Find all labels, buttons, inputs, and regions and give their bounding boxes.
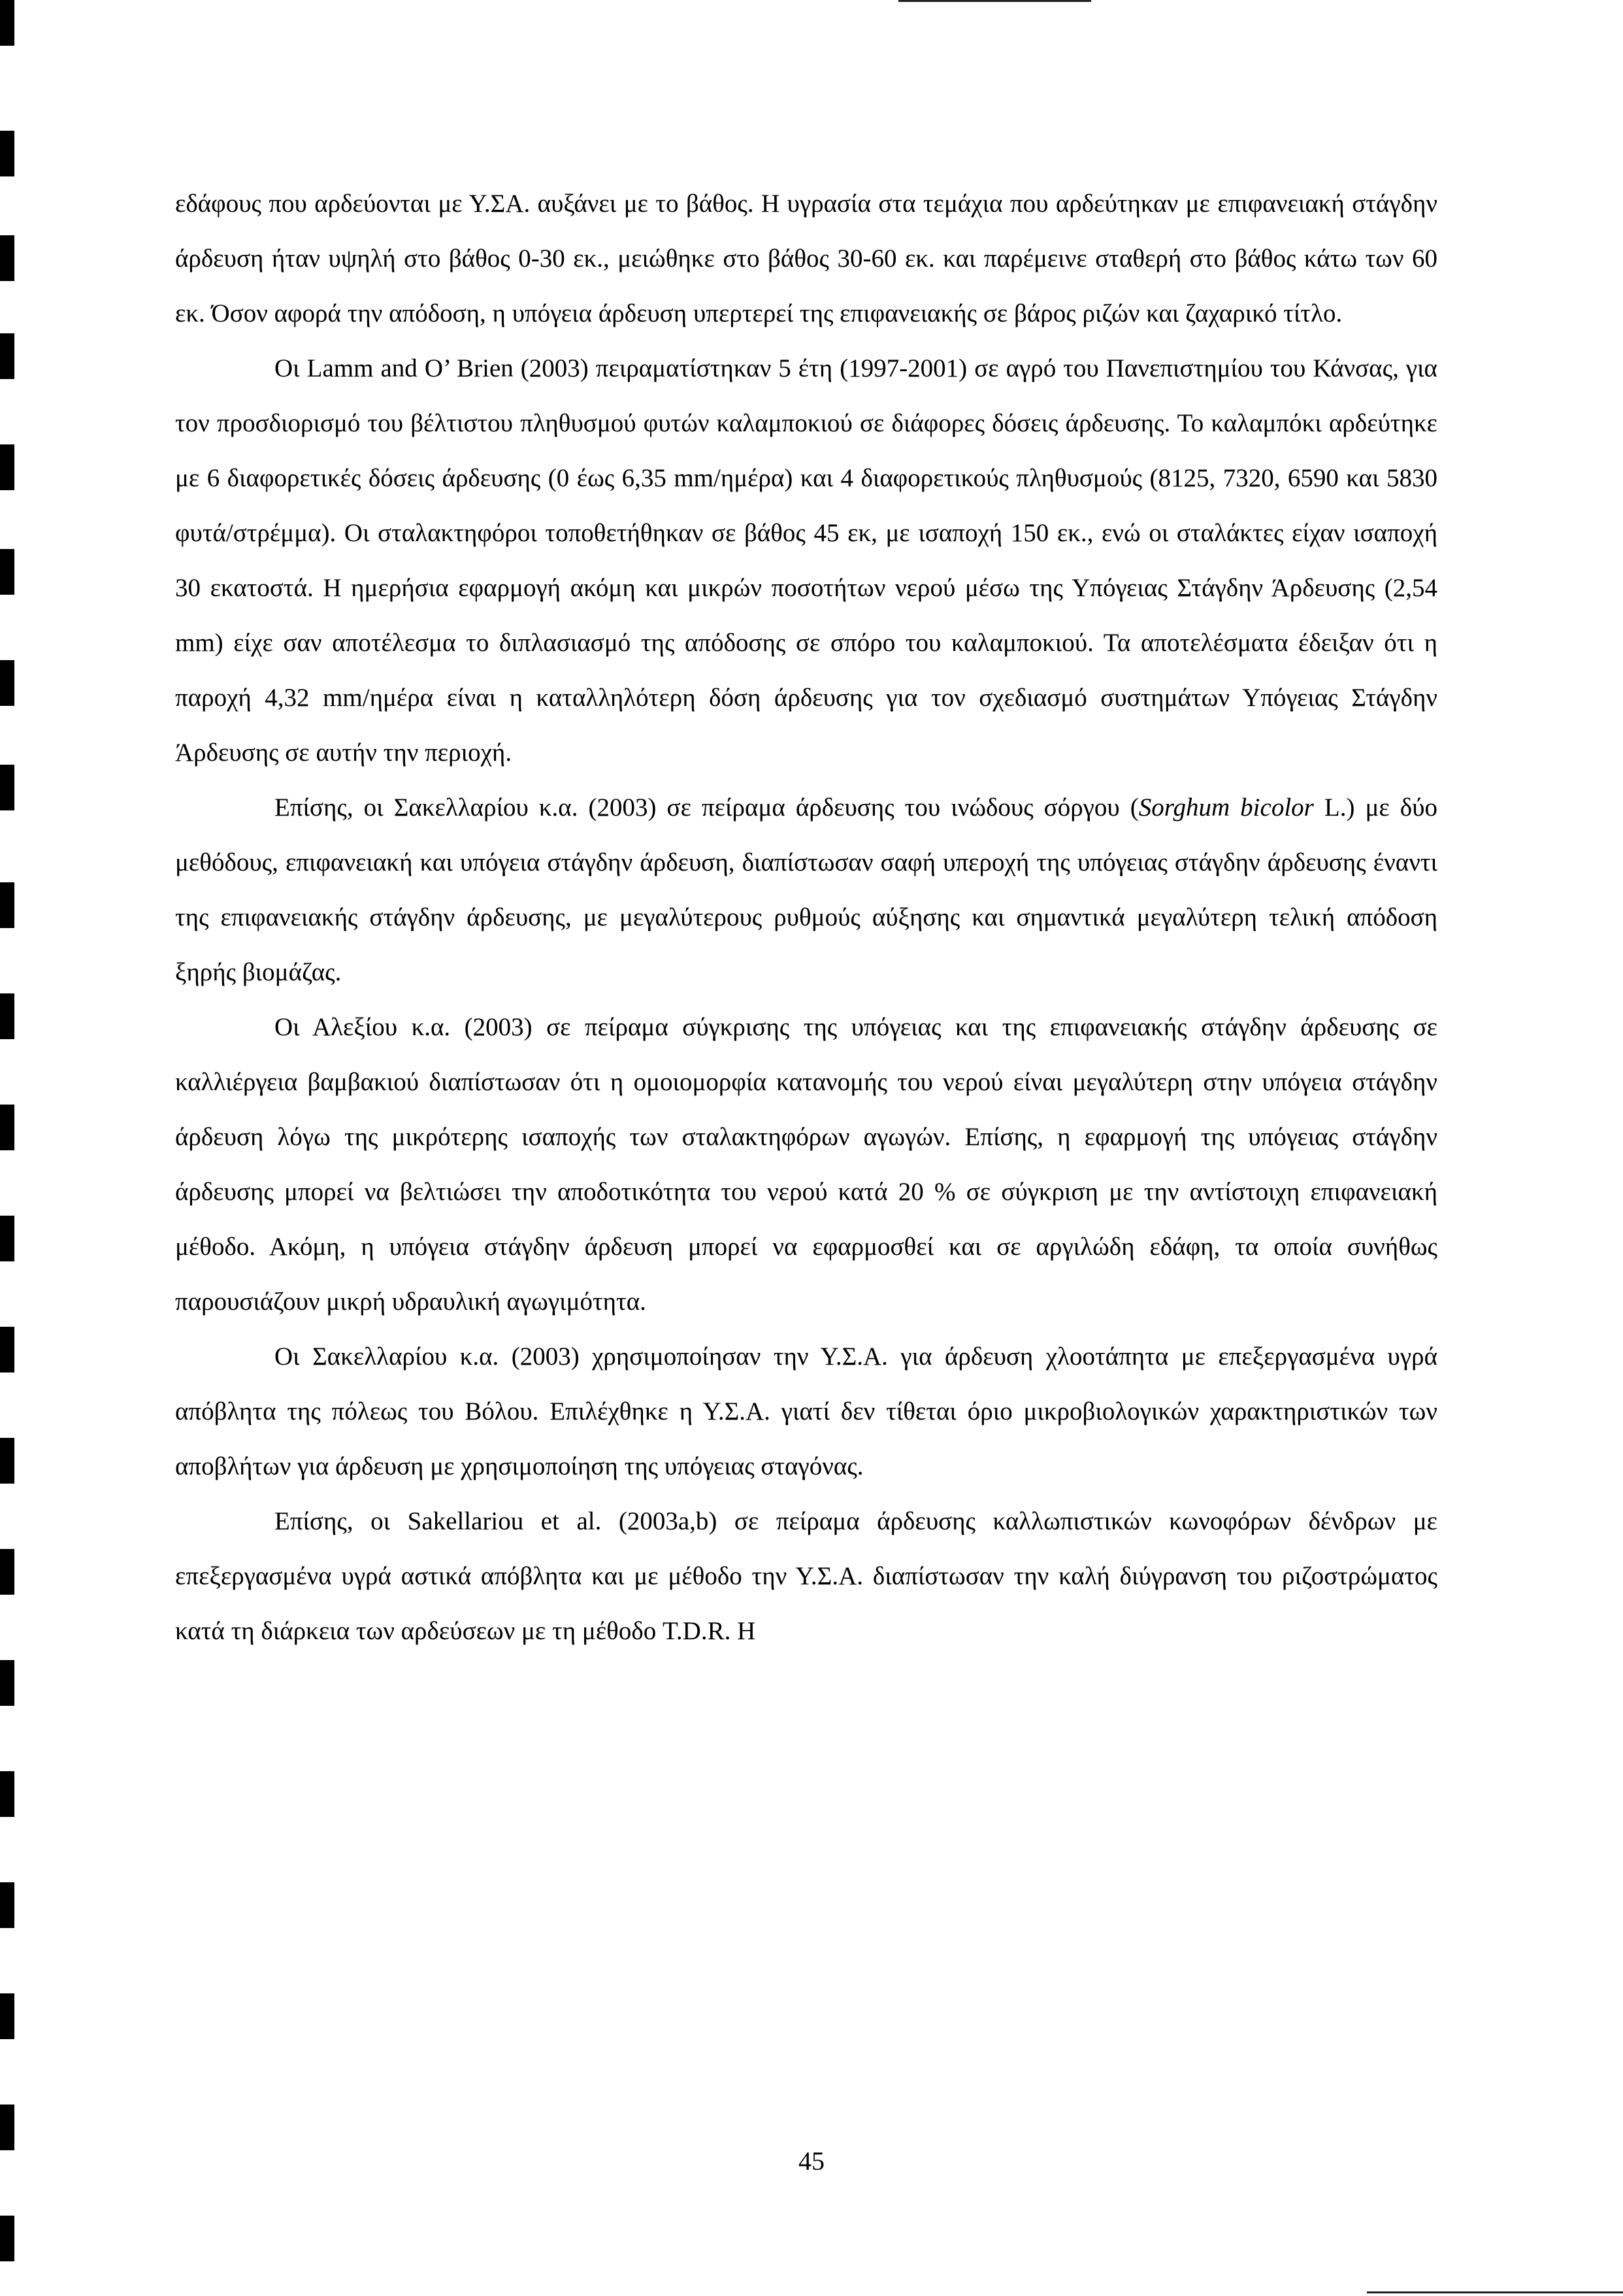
binding-mark: [0, 131, 14, 176]
binding-mark: [0, 660, 14, 706]
binding-mark: [0, 235, 14, 281]
binding-mark: [0, 444, 14, 490]
bottom-scan-line: [1367, 2291, 1623, 2293]
binding-mark: [0, 1438, 14, 1484]
scan-binding-edge: [0, 0, 26, 2296]
paragraph-6: Επίσης, οι Sakellariou et al. (2003a,b) σε πείραμα άρδευσης καλλωπιστικών κωνοφόρων δένδρων με επεξεργασμένα υγρά αστικά απόβλητα και με μέθοδο την Υ.Σ.Α. διαπίστωσαν την καλή διύγρανση του ριζοστρώματος κατά τη διάρκεια των αρδεύσεων με τη μέθοδο T.D.R. Η: [175, 1507, 1437, 1645]
paragraph-3-text-before: Επίσης, οι Σακελλαρίου κ.α. (2003) σε πείραμα άρδευσης του ινώδους σόργου (: [274, 793, 1139, 822]
binding-mark: [0, 1327, 14, 1373]
binding-mark: [0, 1549, 14, 1595]
paragraph-3-text-after: L.) με δύο μεθόδους, επιφανειακή και υπόγεια στάγδην άρδευση, διαπίστωσαν σαφή υπεροχή της υπόγειας στάγδην άρδευσης έναντι της επιφανειακής στάγδην άρδευσης, με μεγαλύτερους ρυθμούς αύξησης και σημαντικά μεγαλύτερη τελική απόδοση ξηρής βιομάζας.: [175, 793, 1437, 986]
binding-mark: [0, 993, 14, 1039]
binding-mark: [0, 1105, 14, 1150]
paragraph-2: Οι Lamm and O’ Brien (2003) πειραματίστηκαν 5 έτη (1997-2001) σε αγρό του Πανεπιστημίου του Κάνσας, για τον προσδιορισμό του βέλτιστου πληθυσμού φυτών καλαμποκιού σε διάφορες δόσεις άρδευσης. Το καλαμπόκι αρδεύτηκε με 6 διαφορετικές δόσεις άρδευσης (0 έως 6,35 mm/ημέρα) και 4 διαφορετικούς πληθυσμούς (8125, 7320, 6590 και 5830 φυτά/στρέμμα). Οι σταλακτηφόροι τοποθετήθηκαν σε βάθος 45 εκ, με ισαποχή 150 εκ., ενώ οι σταλάκτες είχαν ισαποχή 30 εκατοστά. Η ημερήσια εφαρμογή ακόμη και μικρών ποσοτήτων νερού μέσω της Υπόγειας Στάγδην Άρδευσης (2,54 mm) είχε σαν αποτέλεσμα το διπλασιασμό της απόδοσης σε σπόρο του καλαμποκιού. Τα αποτελέσματα έδειξαν ότι η παροχή 4,32 mm/ημέρα είναι η καταλληλότερη δόση άρδευσης για τον σχεδιασμό συστημάτων Υπόγειας Στάγδην Άρδευσης σε αυτήν την περιοχή.: [175, 354, 1437, 767]
species-name: Sorghum bicolor: [1138, 793, 1314, 822]
top-scan-line: [898, 0, 1091, 2]
page-number: 45: [798, 2146, 825, 2176]
binding-mark: [0, 333, 14, 379]
paragraph-1: εδάφους που αρδεύονται με Υ.ΣΑ. αυξάνει με το βάθος. Η υγρασία στα τεμάχια που αρδεύτηκαν με επιφανειακή στάγδην άρδευση ήταν υψηλή στο βάθος 0-30 εκ., μειώθηκε στο βάθος 30-60 εκ. και παρέμεινε σταθερή στο βάθος κάτω των 60 εκ. Όσον αφορά την απόδοση, η υπόγεια άρδευση υπερτερεί της επιφανειακής σε βάρος ριζών και ζαχαρικό τίτλο.: [175, 190, 1437, 327]
binding-mark: [0, 549, 14, 595]
paragraph-3: [175, 780, 1437, 1000]
binding-mark: [0, 1216, 14, 1261]
binding-mark: [0, 1993, 14, 2039]
binding-mark: [0, 1771, 14, 1817]
binding-mark: [0, 2105, 14, 2150]
paragraph-5: Οι Σακελλαρίου κ.α. (2003) χρησιμοποίησαν την Υ.Σ.Α. για άρδευση χλοοτάπητα με επεξεργασμένα υγρά απόβλητα της πόλεως του Βόλου. Επιλέχθηκε η Υ.Σ.Α. γιατί δεν τίθεται όριο μικροβιολογικών χαρακτηριστικών των αποβλήτων για άρδευση με χρησιμοποίηση της υπόγειας σταγόνας.: [175, 1342, 1437, 1480]
binding-mark: [0, 1660, 14, 1706]
binding-mark: [0, 765, 14, 810]
binding-mark: [0, 882, 14, 928]
paragraph-4: Οι Αλεξίου κ.α. (2003) σε πείραμα σύγκρισης της υπόγειας και της επιφανειακής στάγδην άρδευσης σε καλλιέργεια βαμβακιού διαπίστωσαν ότι η ομοιομορφία κατανομής του νερού είναι μεγαλύτερη στην υπόγεια στάγδην άρδευση λόγω της μικρότερης ισαποχής των σταλακτηφόρων αγωγών. Επίσης, η εφαρμογή της υπόγειας στάγδην άρδευσης μπορεί να βελτιώσει την αποδοτικότητα του νερού κατά 20 % σε σύγκριση με την αντίστοιχη επιφανειακή μέθοδο. Ακόμη, η υπόγεια στάγδην άρδευση μπορεί να εφαρμοσθεί και σε αργιλώδη εδάφη, τα οποία συνήθως παρουσιάζουν μικρή υδραυλική αγωγιμότητα.: [175, 1013, 1437, 1316]
binding-mark: [0, 1882, 14, 1928]
binding-mark: [0, 0, 14, 46]
body-text: [175, 176, 1437, 1659]
binding-mark: [0, 2216, 14, 2261]
